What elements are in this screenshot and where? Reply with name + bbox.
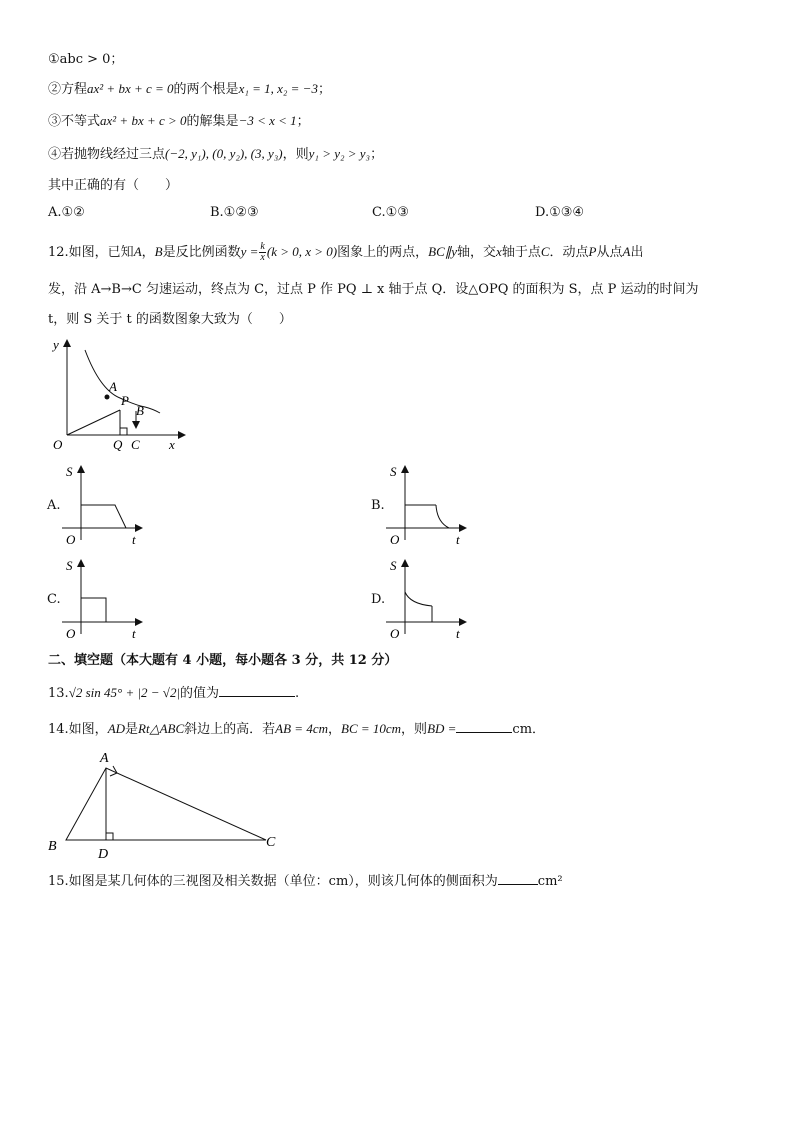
label-o: O — [66, 532, 76, 547]
label-t: t — [456, 626, 460, 641]
label-a: A — [109, 379, 117, 394]
label-q: Q — [113, 437, 123, 452]
q11-option-b: B.①②③ — [210, 205, 259, 220]
q13: 13.√2 sin 45° + |2 − √2|的值为 . — [48, 685, 300, 701]
label-t: t — [132, 626, 136, 641]
q11-option-a: A.①② — [48, 205, 85, 220]
label-a: A — [100, 751, 109, 766]
q12-line-2: 发，沿 A→B→C 匀速运动，终点为 C，过点 P 作 PQ ⊥ x 轴于点 Q．设△OPQ 的面积为 S，点 P 运动的时间为 — [48, 282, 699, 297]
label-t: t — [132, 532, 136, 547]
label-s: S — [66, 558, 73, 573]
q12-option-b-letter: B. — [371, 498, 385, 513]
q14: 14.如图，AD是Rt△ABC斜边上的高．若AB = 4cm，BC = 10cm，则BD = cm． — [48, 721, 546, 737]
label-c: C — [131, 437, 140, 452]
q12-option-b-graph — [384, 460, 474, 548]
graph-curve — [405, 592, 432, 606]
q12-option-a-graph — [60, 460, 150, 548]
q12-option-c-letter: C. — [47, 592, 61, 607]
q11-statement-3: ③不等式ax² + bx + c > 0的解集是−3 < x < 1； — [48, 113, 310, 129]
label-p: P — [121, 393, 129, 408]
label-b: B — [136, 403, 144, 418]
segment-op — [67, 410, 120, 435]
q12-option-a-letter: A. — [47, 498, 61, 513]
q12-line-3: t，则 S 关于 t 的函数图象大致为（ ） — [48, 312, 292, 327]
q12-fraction: $\frac{k}{x}$ — [260, 241, 265, 263]
q11-statement-2: ②方程ax² + bx + c = 0的两个根是x₁ = 1, x₂ = −3； — [48, 81, 331, 97]
q11-option-c: C.①③ — [372, 205, 409, 220]
label-o: O — [390, 626, 400, 641]
q15-answer-blank[interactable] — [498, 884, 538, 885]
q14-triangle-figure — [40, 748, 290, 863]
q13-answer-blank[interactable] — [219, 696, 295, 697]
label-s: S — [66, 464, 73, 479]
q11-prompt: 其中正确的有（ ） — [48, 178, 179, 193]
label-s: S — [390, 558, 397, 573]
graph-line — [81, 505, 126, 528]
q12-main-figure — [45, 335, 195, 455]
q11-option-d: D.①③④ — [535, 205, 585, 220]
label-o: O — [390, 532, 400, 547]
q11-statement-4: ④若抛物线经过三点(−2, y₁), (0, y₂), (3, y₃)，则y₁ > y₂ > y₃； — [48, 146, 384, 162]
q14-answer-blank[interactable] — [456, 732, 512, 733]
right-angle-mark — [120, 428, 127, 435]
q15: 15.如图是某几何体的三视图及相关数据（单位：cm），则该几何体的侧面积为 cm² — [48, 874, 563, 889]
label-x: x — [169, 437, 175, 452]
q12-option-d-letter: D. — [371, 592, 386, 607]
q12-line-1: 12.如图，已知A，B是反比例函数y = $\frac{k}{x}$ (k > 0, x > 0)图象上的两点，BC∥y轴，交x轴于点C．动点P从点A出 — [48, 241, 644, 263]
point-a — [105, 395, 110, 400]
right-angle-d — [106, 833, 113, 840]
label-y: y — [53, 337, 59, 352]
graph-line — [81, 598, 106, 622]
graph-curve — [436, 505, 449, 528]
q12-option-c-graph — [60, 554, 150, 642]
section-2-heading: 二、填空题（本大题有 4 小题，每小题各 3 分，共 12 分） — [48, 653, 398, 668]
label-s: S — [390, 464, 397, 479]
triangle-abc — [66, 768, 266, 840]
label-o: O — [53, 437, 63, 452]
q11-statement-1: ①abc > 0； — [48, 52, 124, 67]
label-c: C — [266, 835, 276, 850]
label-b: B — [48, 839, 57, 854]
label-t: t — [456, 532, 460, 547]
label-d: D — [98, 847, 109, 862]
q12-option-d-graph — [384, 554, 474, 642]
label-o: O — [66, 626, 76, 641]
